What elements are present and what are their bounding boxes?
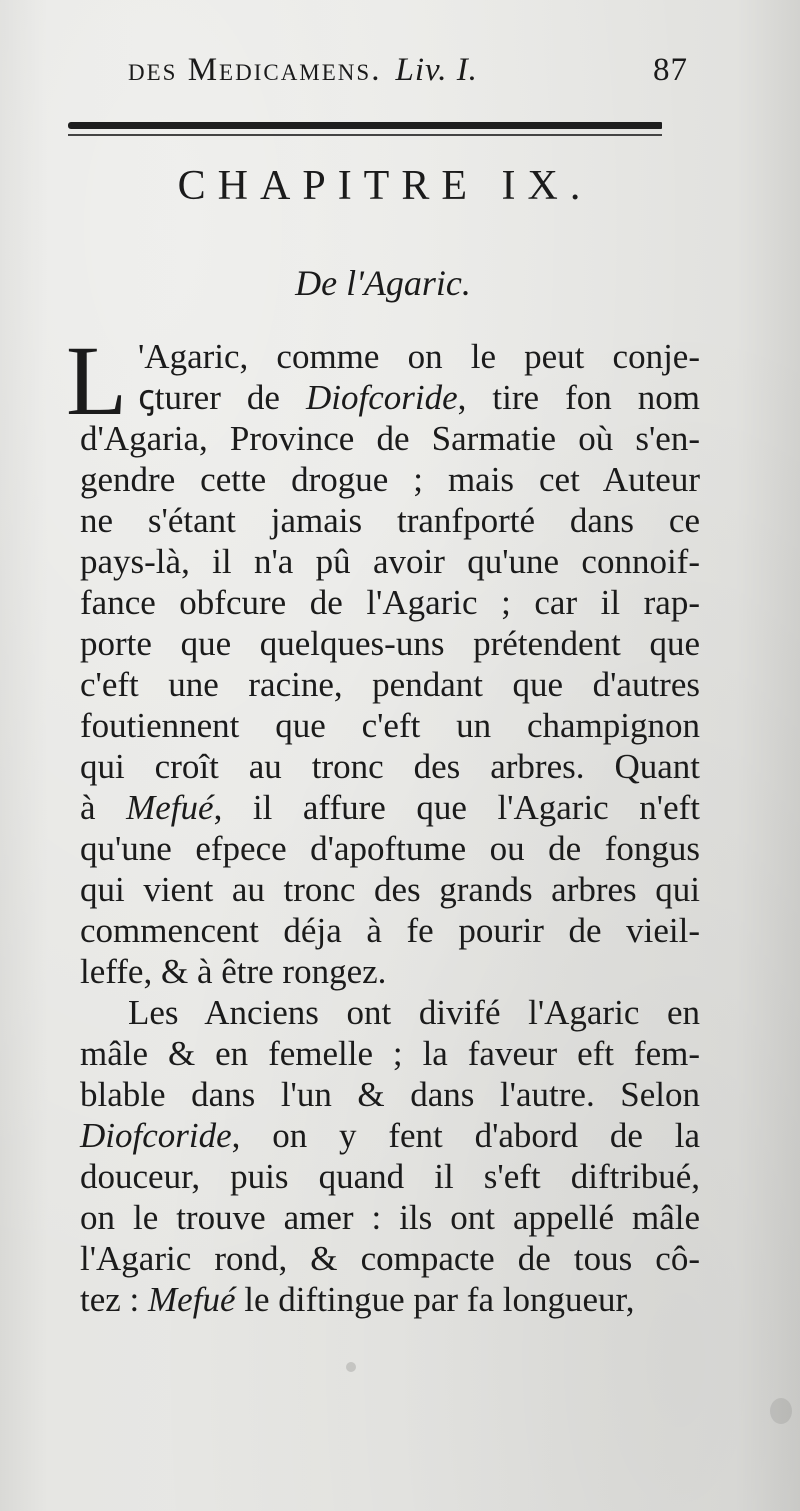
page-number: 87: [653, 52, 688, 88]
text-line: leffe, & à être rongez.: [80, 952, 387, 991]
text-line: c'eft une racine, pendant que d'autres: [80, 665, 700, 704]
running-head-title: des Medicamens.: [128, 52, 382, 88]
text-line: qu'une efpece d'apoftume ou de fongus: [80, 829, 700, 868]
header-rule-thin: [68, 134, 662, 136]
text-line: porte que quelques-uns prétendent que: [80, 624, 700, 663]
body-text: [66, 325, 700, 1320]
running-head-book: Liv. I.: [395, 52, 478, 88]
header-rule: [68, 122, 662, 129]
text-line: pays-là, il n'a pû avoir qu'une connoif-: [80, 542, 700, 581]
text-line: Diofcoride, on y fent d'abord de la: [80, 1116, 700, 1155]
text-line: tez : Mefué le diftingue par fa longueur,: [80, 1280, 635, 1319]
paragraph-1: [66, 325, 700, 992]
text-line: commencent déja à fe pourir de vieil-: [80, 911, 700, 950]
text-line: foutiennent que c'eft un champignon: [80, 706, 700, 745]
drop-cap: L: [66, 325, 128, 436]
italic-name: Diofcoride: [305, 378, 458, 417]
chapter-heading: CHAPITRE IX.: [177, 163, 593, 209]
text-line: fance obfcure de l'Agaric ; car il rap-: [80, 583, 700, 622]
text-line: mâle & en femelle ; la faveur eft fem-: [80, 1034, 700, 1073]
text-line: ne s'étant jamais tranfporté dans ce: [80, 501, 700, 540]
text-line: qui croît au tronc des arbres. Quant: [80, 747, 700, 786]
ink-smudge: [346, 1362, 356, 1372]
text-line: gendre cette drogue ; mais cet Auteur: [80, 460, 700, 499]
text-line: ꞔturer de Diofcoride, tire fon nom: [138, 378, 700, 417]
section-title: De l'Agaric.: [295, 263, 471, 303]
text-line: on le trouve amer : ils ont appellé mâle: [80, 1198, 700, 1237]
text-line: Les Anciens ont divifé l'Agaric en: [128, 993, 700, 1032]
italic-name: Mefué: [148, 1280, 236, 1319]
italic-name: Mefué: [126, 788, 214, 827]
text-line: à Mefué, il affure que l'Agaric n'eft: [80, 788, 700, 827]
text-line: 'Agaric, comme on le peut conje- L: [66, 325, 700, 436]
ink-smudge: [770, 1398, 792, 1424]
italic-name: Diofcoride: [80, 1116, 232, 1155]
text-line: douceur, puis quand il s'eft diftribué,: [80, 1157, 700, 1196]
text-line: d'Agaria, Province de Sarmatie où s'en-: [80, 419, 700, 458]
paragraph-2: [80, 992, 700, 1320]
text-line: blable dans l'un & dans l'autre. Selon: [80, 1075, 700, 1114]
text-line: qui vient au tronc des grands arbres qui: [80, 870, 700, 909]
running-head: [128, 52, 688, 98]
text-line: l'Agaric rond, & compacte de tous cô-: [80, 1239, 700, 1278]
